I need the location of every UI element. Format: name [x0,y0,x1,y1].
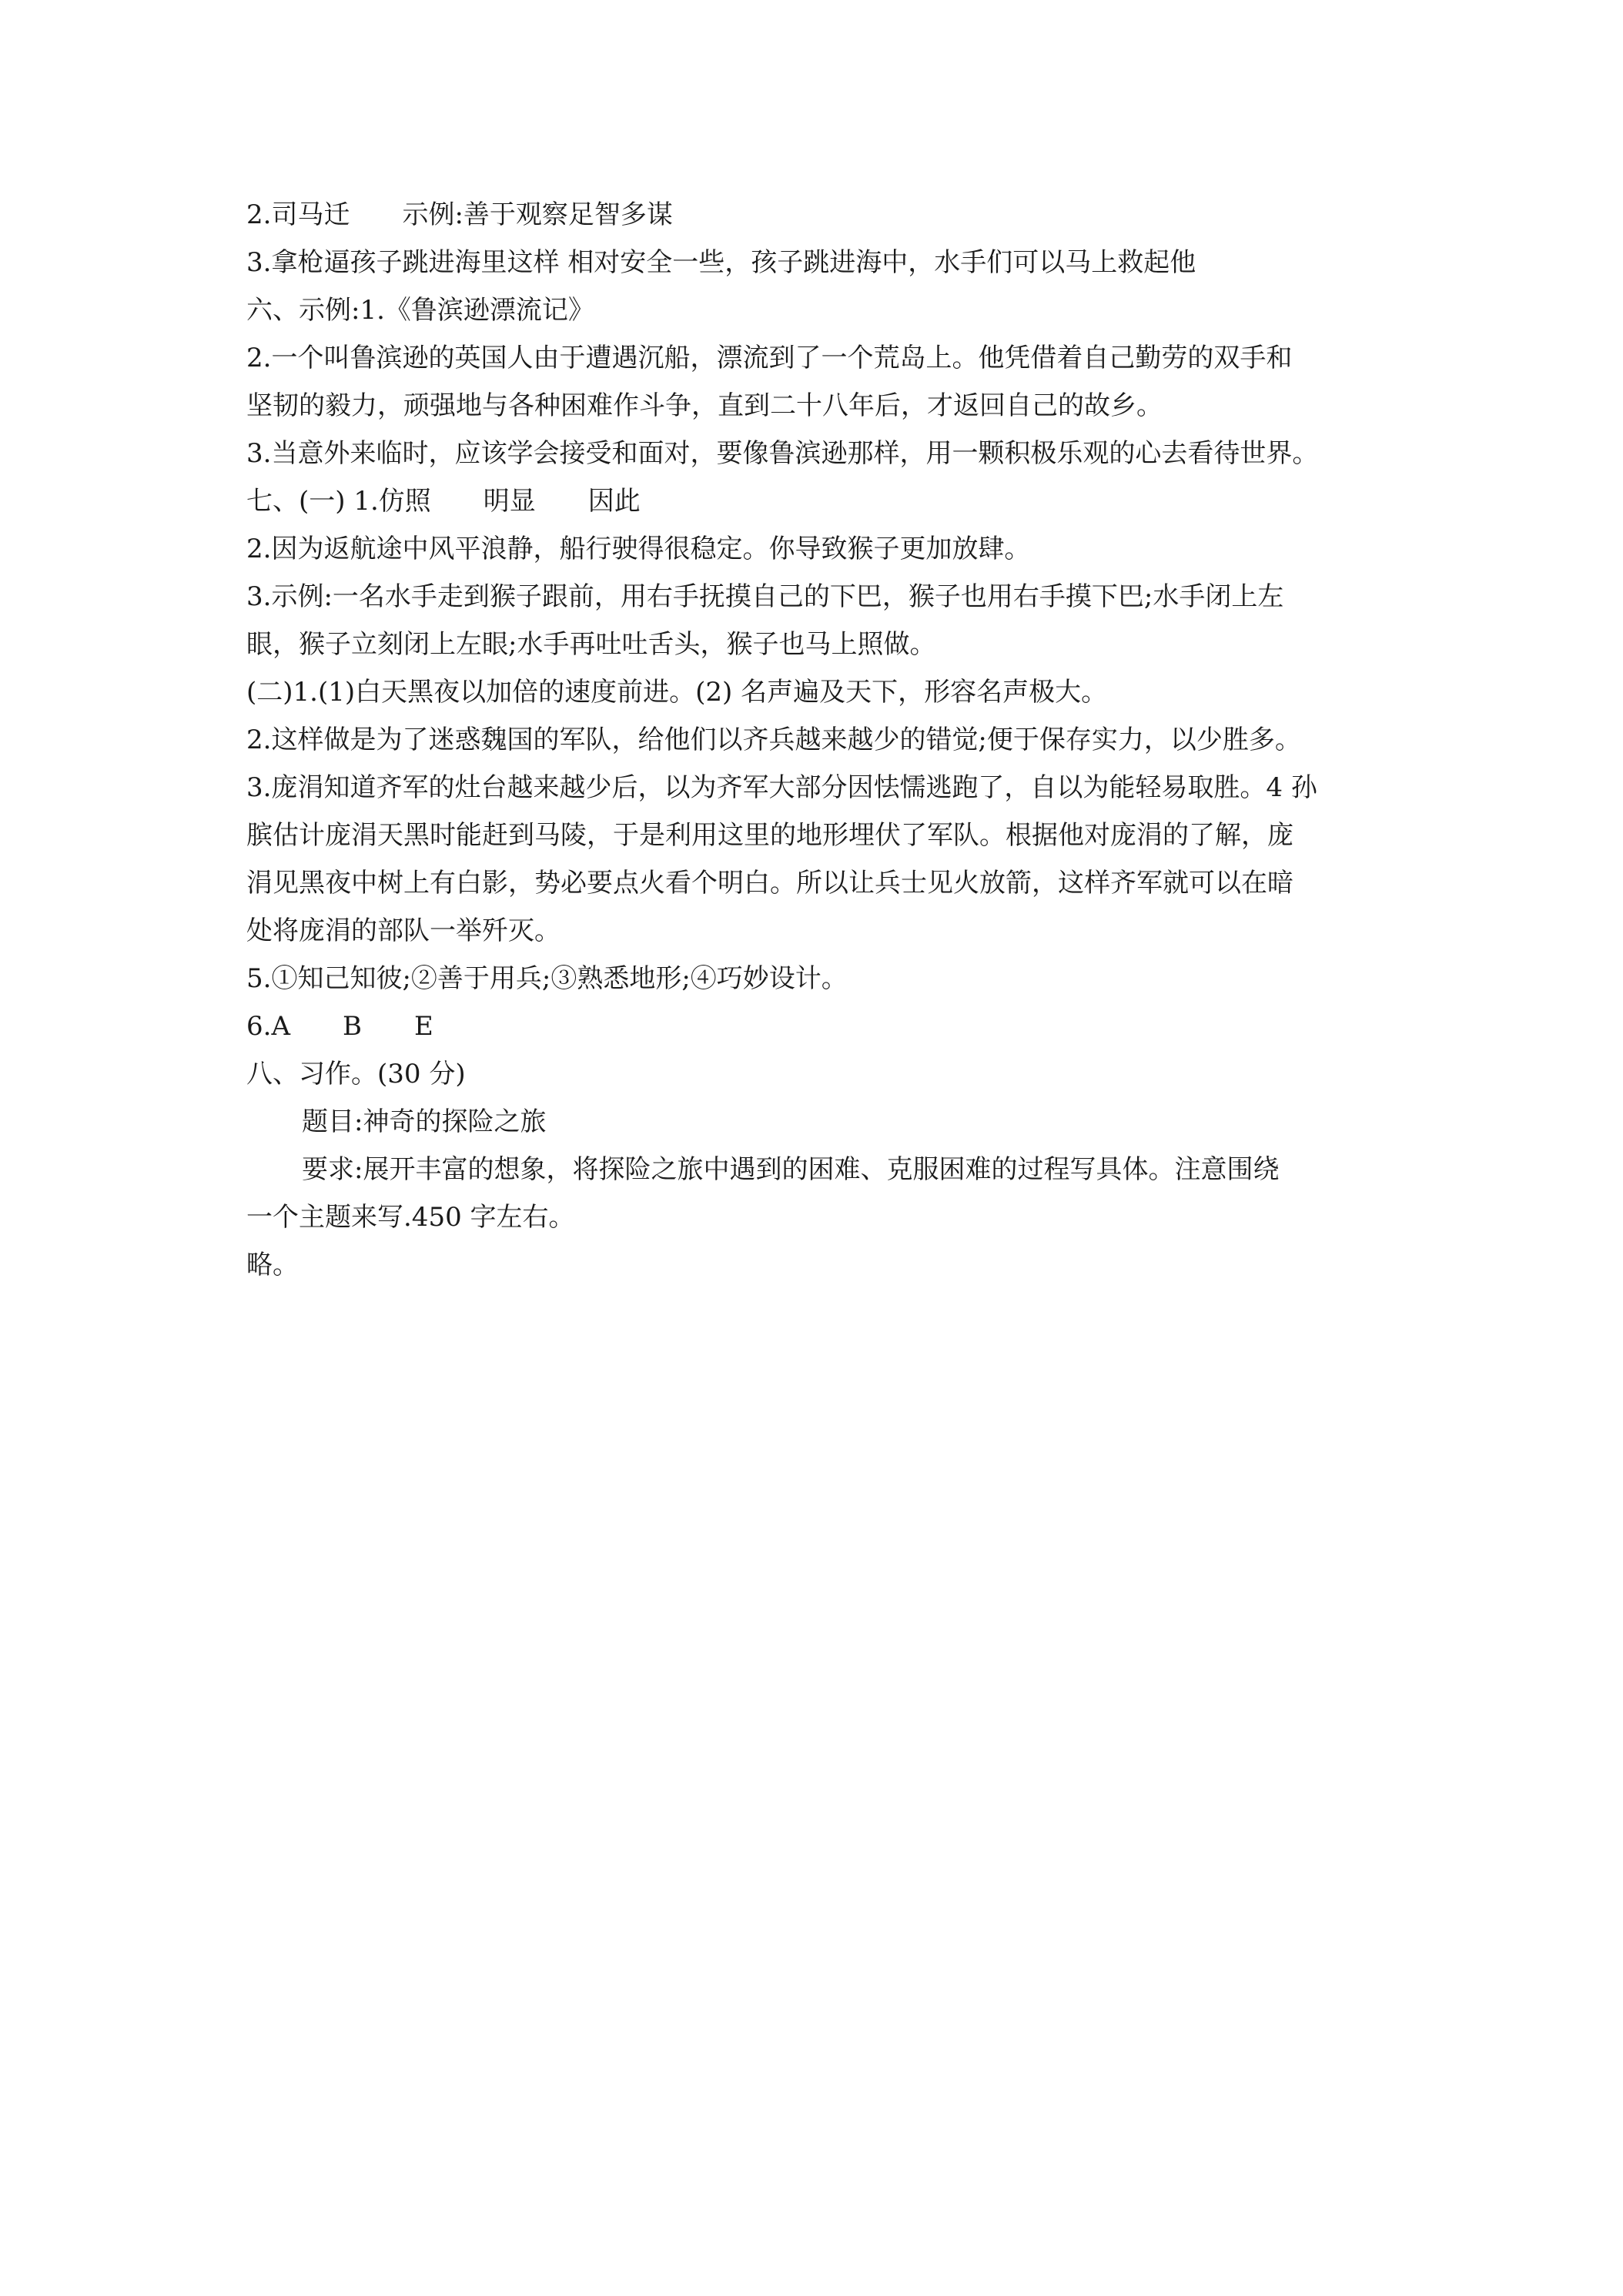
text-line: 3.拿枪逼孩子跳进海里这样 相对安全一些，孩子跳进海中，水手们可以马上救起他 [246,247,1196,278]
text-line: 膑估计庞涓天黑时能赶到马陵，于是利用这里的地形埋伏了军队。根据他对庞涓的了解，庞 [246,820,1293,851]
text-line: 3.当意外来临时，应该学会接受和面对，要像鲁滨逊那样，用一颗积极乐观的心去看待世界。 [246,438,1319,469]
text-line: 2.因为返航途中风平浪静，船行驶得很稳定。你导致猴子更加放肆。 [246,534,1031,564]
text-line: 5.①知己知彼;②善于用兵;③熟悉地形;④巧妙设计。 [246,963,848,994]
text-line: 2.一个叫鲁滨逊的英国人由于遭遇沉船，漂流到了一个荒岛上。他凭借着自己勤劳的双手和 [246,343,1293,373]
section-heading: 七、(一) 1.仿照 明显 因此 [246,486,641,517]
text-line: 2.这样做是为了迷惑魏国的军队，给他们以齐兵越来越少的错觉;便于保存实力，以少胜多。 [246,725,1301,755]
text-line: 2.司马迁 示例:善于观察足智多谋 [246,199,673,230]
text-line: 6.A B E [246,1011,433,1042]
text-line: 3.庞涓知道齐军的灶台越来越少后，以为齐军大部分因怯懦逃跑了，自以为能轻易取胜。4 孙 [246,772,1317,803]
text-line: 眼，猴子立刻闭上左眼;水手再吐吐舌头，猴子也马上照做。 [246,629,936,660]
section-heading: 八、习作。(30 分) [246,1059,466,1089]
text-line: (二)1.(1)白天黑夜以加倍的速度前进。(2) 名声遍及天下，形容名声极大。 [246,677,1108,708]
text-line: 涓见黑夜中树上有白影，势必要点火看个明白。所以让兵士见火放箭，这样齐军就可以在暗 [246,868,1293,899]
essay-title: 题目:神奇的探险之旅 [302,1106,547,1137]
text-line: 坚韧的毅力，顽强地与各种困难作斗争，直到二十八年后，才返回自己的故乡。 [246,390,1163,421]
text-line: 略。 [246,1250,299,1280]
text-line: 3.示例:一名水手走到猴子跟前，用右手抚摸自己的下巴，猴子也用右手摸下巴;水手闭上左 [246,581,1284,612]
essay-requirements: 要求:展开丰富的想象，将探险之旅中遇到的困难、克服困难的过程写具体。注意围绕 [302,1154,1280,1185]
text-line: 处将庞涓的部队一举歼灭。 [246,915,561,946]
text-line: 一个主题来写.450 字左右。 [246,1202,575,1233]
answer-text-block [246,191,1395,1289]
section-heading: 六、示例:1.《鲁滨逊漂流记》 [246,295,594,326]
